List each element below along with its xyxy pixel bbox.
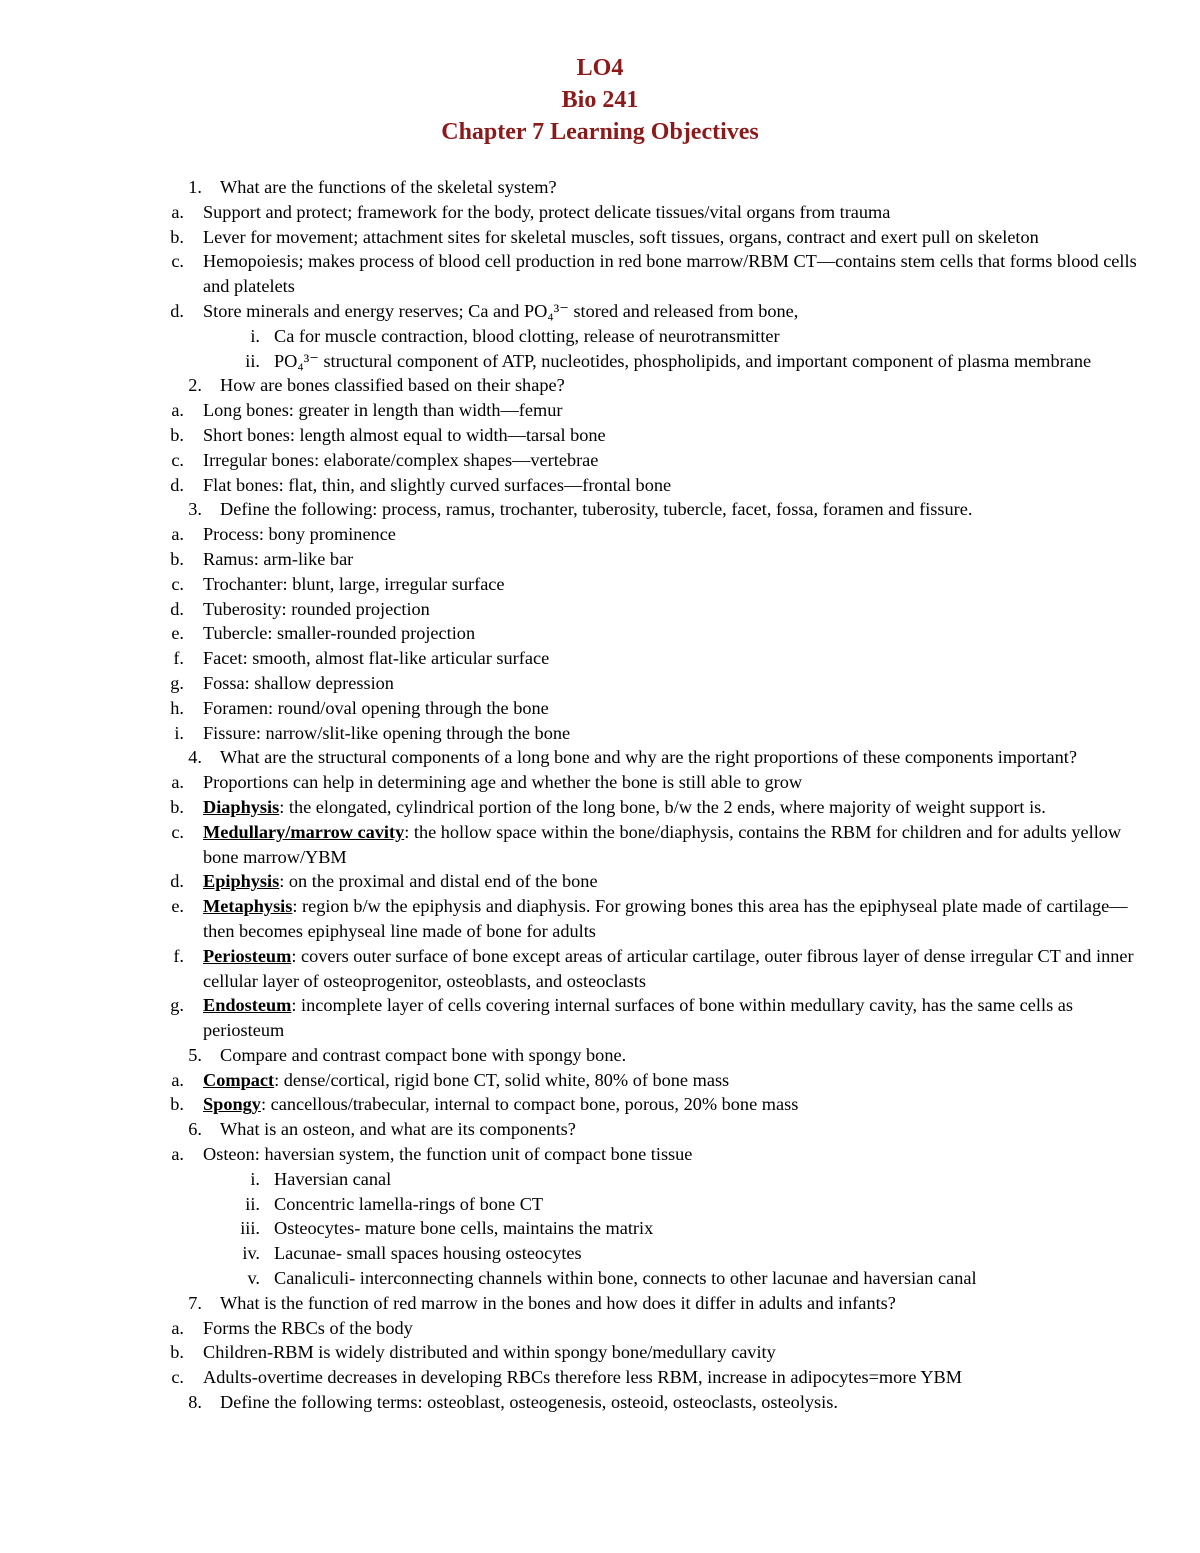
answer-item [0,398,1200,423]
list-marker: a. [171,1317,184,1338]
list-marker: b. [170,424,184,445]
item-text: Foramen: round/oval opening through the bone [203,697,549,718]
sub-answer-item [0,1167,1200,1192]
item-text: Store minerals and energy reserves; Ca and PO₄³⁻ stored and released from bone, [203,300,799,321]
list-marker: iv. [242,1243,260,1264]
item-text: Irregular bones: elaborate/complex shapes—vertebrae [203,449,599,470]
question-item [0,745,1200,770]
document-course: Bio 241 [561,87,639,113]
item-content [203,1068,1140,1093]
answer-item [0,993,1200,1043]
list-marker: i. [174,722,184,743]
item-content [203,894,1140,944]
list-marker: 5. [188,1044,202,1065]
item-text: : covers outer surface of bone except areas of articular cartilage, outer fibrous layer of dense irregular CT and inner cellular layer of osteoprogenitor, osteoblasts, and osteoclasts [203,945,1134,991]
list-marker: f. [173,648,184,669]
item-text: : region b/w the epiphysis and diaphysis. For growing bones this area has the epiphyseal plate made of cartilage—then becomes epiphyseal line made of bone for adults [203,896,1128,941]
item-text: Fissure: narrow/slit-like opening through the bone [203,722,571,743]
list-marker: b. [170,1094,184,1115]
item-text: : cancellous/trabecular, internal to compact bone, porous, 20% bone mass [260,1094,799,1115]
answer-item [0,547,1200,572]
key-term: Diaphysis [203,796,280,817]
question-item [0,175,1200,200]
list-marker: e. [171,623,184,644]
question-item [0,1390,1200,1415]
list-marker: a. [171,772,184,793]
item-content [203,820,1140,870]
item-text: Define the following terms: osteoblast, osteogenesis, osteoid, osteoclasts, osteolysis. [220,1392,838,1413]
question-item [0,1043,1200,1068]
answer-item [0,1068,1200,1093]
sub-answer-item [0,324,1200,349]
item-text: Ca for muscle contraction, blood clotting, release of neurotransmitter [274,325,780,346]
item-text: Forms the RBCs of the body [203,1317,413,1338]
item-text: Concentric lamella-rings of bone CT [274,1193,544,1214]
list-marker: 7. [188,1292,202,1313]
list-marker: d. [170,474,184,495]
answer-item [0,721,1200,746]
key-term: Epiphysis [203,871,280,892]
item-text: Compare and contrast compact bone with spongy bone. [220,1044,627,1065]
item-text: PO₄³⁻ structural component of ATP, nucleotides, phospholipids, and important component of plasma membrane [274,350,1092,371]
list-marker: a. [171,1144,184,1165]
key-term: Endosteum [203,995,292,1016]
answer-item [0,770,1200,795]
answer-item [0,597,1200,622]
list-marker: b. [170,796,184,817]
answer-item [0,473,1200,498]
item-content [203,795,1140,820]
answer-item [0,894,1200,944]
list-marker: b. [170,1342,184,1363]
item-text: : dense/cortical, rigid bone CT, solid white, 80% of bone mass [274,1069,730,1090]
list-marker: d. [170,871,184,892]
item-text: Process: bony prominence [203,524,396,545]
item-content [203,993,1140,1043]
item-text: Define the following: process, ramus, trochanter, tuberosity, tubercle, facet, fossa, foramen and fissure. [220,499,973,520]
list-marker: b. [170,226,184,247]
item-text: Lever for movement; attachment sites for skeletal muscles, soft tissues, organs, contract and exert pull on skeleton [203,226,1039,247]
document-chapter-heading: Chapter 7 Learning Objectives [441,119,759,145]
list-marker: i. [250,1168,260,1189]
list-marker: 1. [188,177,202,197]
answer-item [0,249,1200,299]
answer-item [0,1316,1200,1341]
list-marker: iii. [240,1218,260,1239]
answer-item [0,1365,1200,1390]
answer-item [0,671,1200,696]
item-text: Children-RBM is widely distributed and within spongy bone/medullary cavity [203,1342,776,1363]
sub-answer-item [0,1216,1200,1241]
list-marker: a. [171,400,184,421]
list-marker: d. [170,300,184,321]
item-text: Canaliculi- interconnecting channels within bone, connects to other lacunae and haversian canal [274,1268,977,1289]
item-text: : incomplete layer of cells covering internal surfaces of bone within medullary cavity, has the same cells as periosteum [203,995,1073,1041]
item-text: Trochanter: blunt, large, irregular surface [203,573,505,594]
answer-item [0,225,1200,250]
item-text: : on the proximal and distal end of the bone [279,871,598,892]
list-marker: i. [250,325,260,346]
answer-item [0,795,1200,820]
key-term: Compact [203,1069,275,1090]
list-marker: v. [247,1268,260,1289]
item-text: What is an osteon, and what are its components? [220,1119,576,1140]
item-text: Short bones: length almost equal to width—tarsal bone [203,424,606,445]
list-marker: ii. [245,1193,260,1214]
list-marker: 4. [188,747,202,768]
answer-item [0,1340,1200,1365]
list-marker: c. [171,573,184,594]
question-item [0,373,1200,398]
list-marker: a. [171,1069,184,1090]
item-text: Lacunae- small spaces housing osteocytes [274,1243,582,1264]
answer-item [0,448,1200,473]
list-marker: e. [171,896,184,917]
list-marker: c. [171,1367,184,1388]
item-text: How are bones classified based on their shape? [220,375,565,396]
list-marker: 6. [188,1119,202,1140]
key-term: Spongy [203,1094,261,1115]
answer-item [0,423,1200,448]
item-text: Proportions can help in determining age and whether the bone is still able to grow [203,772,803,793]
item-text: Support and protect; framework for the body, protect delicate tissues/vital organs from trauma [203,201,891,222]
item-text: Tuberosity: rounded projection [203,598,430,619]
list-marker: g. [170,995,184,1016]
answer-item [0,944,1200,994]
list-marker: 3. [188,499,202,520]
list-marker: b. [170,548,184,569]
item-content [203,1092,1140,1117]
item-text: : the hollow space within the bone/diaphysis, contains the RBM for children and for adults yellow bone marrow/YBM [203,821,1122,867]
list-marker: g. [170,672,184,693]
item-text: Adults-overtime decreases in developing RBCs therefore less RBM, increase in adipocytes=more YBM [203,1367,962,1388]
list-marker: f. [173,945,184,966]
answer-item [0,696,1200,721]
sub-answer-item [0,1241,1200,1266]
key-term: Periosteum [203,945,292,966]
answer-item [0,621,1200,646]
list-marker: ii. [245,350,260,371]
sub-answer-item [0,1192,1200,1217]
item-content [203,944,1140,994]
sub-answer-item [0,349,1200,374]
list-marker: d. [170,598,184,619]
answer-item [0,1092,1200,1117]
list-marker: 2. [188,375,202,396]
item-content [203,869,1140,894]
answer-item [0,299,1200,324]
item-text: Tubercle: smaller-rounded projection [203,623,476,644]
answer-item [0,522,1200,547]
item-text: What are the functions of the skeletal system? [220,177,557,197]
answer-item [0,646,1200,671]
item-text: What are the structural components of a long bone and why are the right proportions of these components important? [220,747,1077,768]
item-text: Fossa: shallow depression [203,672,394,693]
document-title-code: LO4 [576,55,624,81]
list-marker: a. [171,524,184,545]
item-text: Hemopoiesis; makes process of blood cell production in red bone marrow/RBM CT—contains stem cells that forms blood cells and platelets [203,251,1137,297]
answer-item [0,1142,1200,1167]
list-marker: h. [170,697,184,718]
item-text: Osteon: haversian system, the function unit of compact bone tissue [203,1144,693,1165]
list-marker: a. [171,201,184,222]
question-item [0,497,1200,522]
question-item [0,1291,1200,1316]
answer-item [0,572,1200,597]
answer-item [0,820,1200,870]
list-marker: c. [171,251,184,272]
key-term: Medullary/marrow cavity [203,821,405,842]
question-item [0,1117,1200,1142]
item-text: Flat bones: flat, thin, and slightly curved surfaces—frontal bone [203,474,672,495]
objectives-list [0,175,1200,1415]
answer-item [0,869,1200,894]
sub-answer-item [0,1266,1200,1291]
list-marker: 8. [188,1392,202,1413]
list-marker: c. [171,821,184,842]
item-text: Haversian canal [274,1168,392,1189]
item-text: Long bones: greater in length than width—femur [203,400,563,421]
key-term: Metaphysis [203,896,293,917]
item-text: : the elongated, cylindrical portion of the long bone, b/w the 2 ends, where majority of weight support is. [279,796,1046,817]
item-text: What is the function of red marrow in the bones and how does it differ in adults and infants? [220,1292,896,1313]
item-text: Ramus: arm-like bar [203,548,354,569]
item-text: Facet: smooth, almost flat-like articular surface [203,648,550,669]
item-text: Osteocytes- mature bone cells, maintains the matrix [274,1218,654,1239]
answer-item [0,200,1200,225]
list-marker: c. [171,449,184,470]
